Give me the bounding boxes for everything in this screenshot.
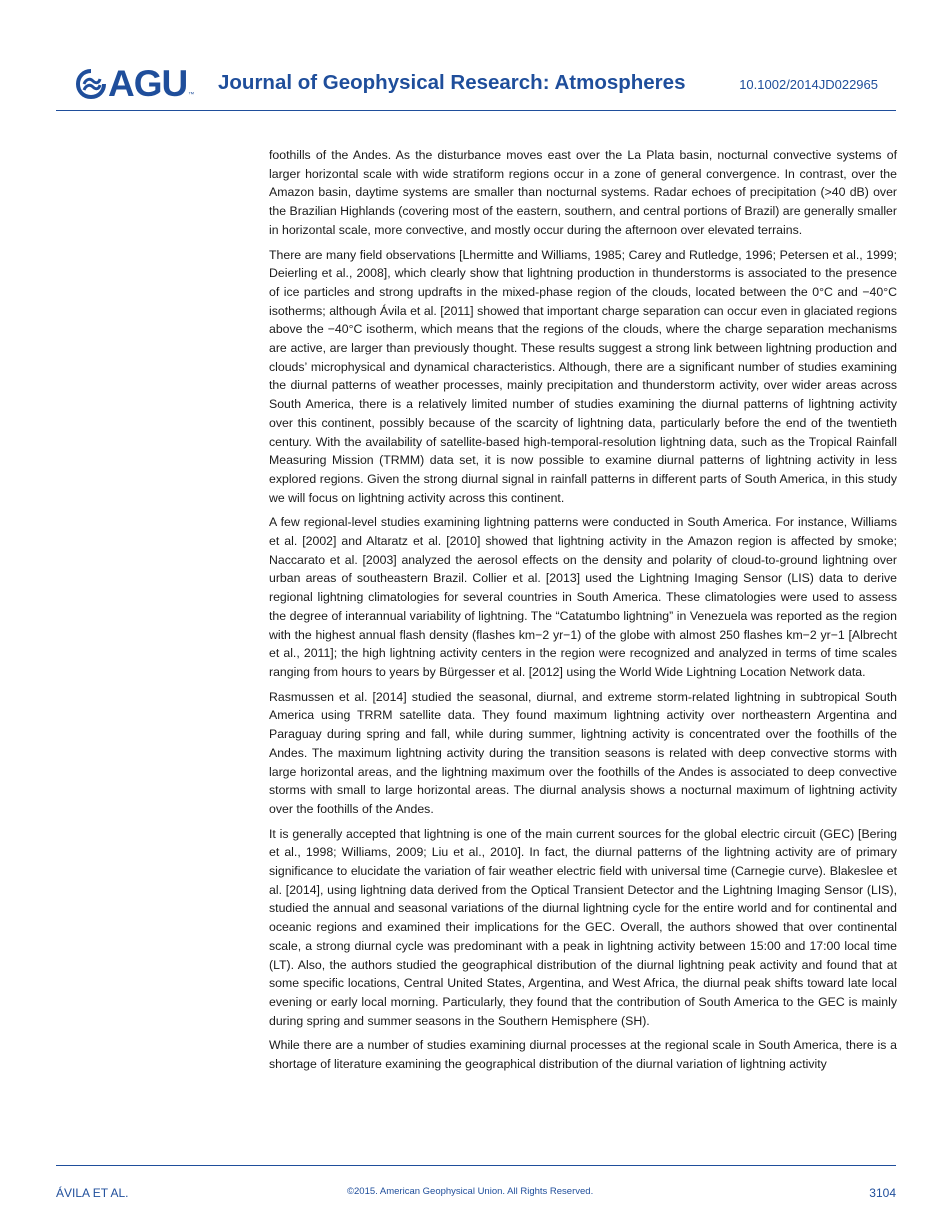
page-number: 3104 — [869, 1186, 896, 1200]
journal-title: Journal of Geophysical Research: Atmospheres — [218, 71, 686, 94]
paragraph: A few regional-level studies examining lightning patterns were conducted in South America. For instance, Williams et al. [2002] and Altaratz et al. [2010] showed that lightning activity in the Amazon region is affected by smoke; Naccarato et al. [2003] analyzed the aerosol effects on the density and polarity of cloud-to-ground lightning over urban areas of southeastern Brazil. Collier et al. [2013] used the Lightning Imaging Sensor (LIS) data to derive regional lightning climatologies for several countries in South America. These climatologies were used to assess the degree of interannual variability of lightning. The “Catatumbo lightning” in Venezuela was reported as the region with the highest annual flash density (flashes km−2 yr−1) of the globe with almost 250 flashes km−2 yr−1 [Albrecht et al., 2011]; the high lightning activity centers in the region were recognized and analyzed in terms of time scales ranging from hours to years by Bürgesser et al. [2012] using the World Wide Lightning Location Network data. — [269, 515, 897, 679]
paragraph: It is generally accepted that lightning is one of the main current sources for the global electric circuit (GEC) [Bering et al., 1998; Williams, 2009; Liu et al., 2010]. In fact, the diurnal patterns of the lightning activity are of primary significance to elucidate the variation of fair weather electric field with universal time (Carnegie curve). Blakeslee et al. [2014], using lightning data derived from the Optical Transient Detector and the Lightning Imaging Sensor (LIS), studied the annual and seasonal variations of the diurnal lightning cycle for the entire world and for continental and oceanic regions and examined their implications for the GEC. Overall, the authors showed that over continental scale, a strong diurnal cycle was predominant with a peak in lightning activity between 15:00 and 17:00 local time (LT). Also, the authors studied the geographical distribution of the diurnal lightning peak activity and found that at some specific locations, Central United States, Argentina, and West Africa, the diurnal peak shifts toward late local evening or early local morning. Particularly, they found that the contribution of South America to the GEC is mainly during spring and summer seasons in the Southern Hemisphere (SH). — [269, 826, 897, 1028]
header-rule — [56, 110, 896, 111]
agu-logo-text: AGU — [108, 63, 188, 104]
footer-copyright: ©2015. American Geophysical Union. All Rights Reserved. — [347, 1186, 594, 1197]
paragraph: While there are a number of studies examining diurnal processes at the regional scale in South America, there is a shortage of literature examining the geographical distribution of the diurnal variation of lightning activity — [269, 1038, 897, 1072]
paragraph: Rasmussen et al. [2014] studied the seasonal, diurnal, and extreme storm-related lightning in subtropical South America using TRRM satellite data. They found maximum lightning activity over northeastern Argentina and Paraguay during spring and fall, while during summer, lightning activity is concentrated over the foothills of the Andes. The maximum lightning activity during the transition seasons is related with deep convective storms with large horizontal areas, and the lightning maximum over the foothills of the Andes is associated to deep convective storms with small to large horizontal areas. The diurnal analysis shows a nocturnal maximum of lightning activity over the foothills of the Andes. — [269, 689, 897, 816]
agu-emblem-icon — [76, 68, 106, 100]
agu-logo — [76, 64, 194, 104]
paragraph: foothills of the Andes. As the disturbance moves east over the La Plata basin, nocturnal convective systems of larger horizontal scale with wide stratiform regions occur in a zone of general convergence. In contrast, over the Amazon basin, daytime systems are smaller than nocturnal systems. Radar echoes of precipitation (>40 dB) over the Brazilian Highlands (covering most of the eastern, southern, and central portions of Brazil) are generally smaller in horizontal scale, more convective, and mostly occur during the afternoon over elevated terrains. — [269, 148, 897, 237]
page-header — [56, 62, 896, 110]
article-body — [269, 146, 897, 1080]
footer-rule — [56, 1165, 896, 1166]
doi[interactable]: 10.1002/2014JD022965 — [739, 77, 878, 92]
paragraph: There are many field observations [Lhermitte and Williams, 1985; Carey and Rutledge, 1996; Petersen et al., 1999; Deierling et al., 2008], which clearly show that lightning production in thunderstorms is associated to the presence of ice particles and strong updrafts in the mixed-phase region of the clouds, located between the 0°C and −40°C isotherms; although Ávila et al. [2011] showed that important charge separation can occur even in glaciated regions above the −40°C isotherm, which means that the regions of the clouds, where the charge separation mechanisms are active, are larger than previously thought. These results suggest a strong link between lightning production and clouds’ microphysical and dynamical characteristics. Although, there are a significant number of studies examining the diurnal patterns of weather processes, mainly precipitation and thunderstorm activity, over wider areas across South America, there is a relatively limited number of studies examining the diurnal patterns of lightning activity over this continent, possibly because of the scarcity of lightning data, particularly before the end of the twentieth century. With the availability of satellite-based high-temporal-resolution lightning data, such as the Tropical Rainfall Measuring Mission (TRMM) data set, it is now possible to examine diurnal patterns of lightning activity in less explored regions. Given the strong diurnal signal in rainfall patterns in different parts of South America, in this study we will focus on lightning activity across this continent. — [269, 247, 897, 505]
footer-authors: ÁVILA ET AL. — [56, 1186, 129, 1200]
trademark-mark: ™ — [188, 92, 195, 98]
